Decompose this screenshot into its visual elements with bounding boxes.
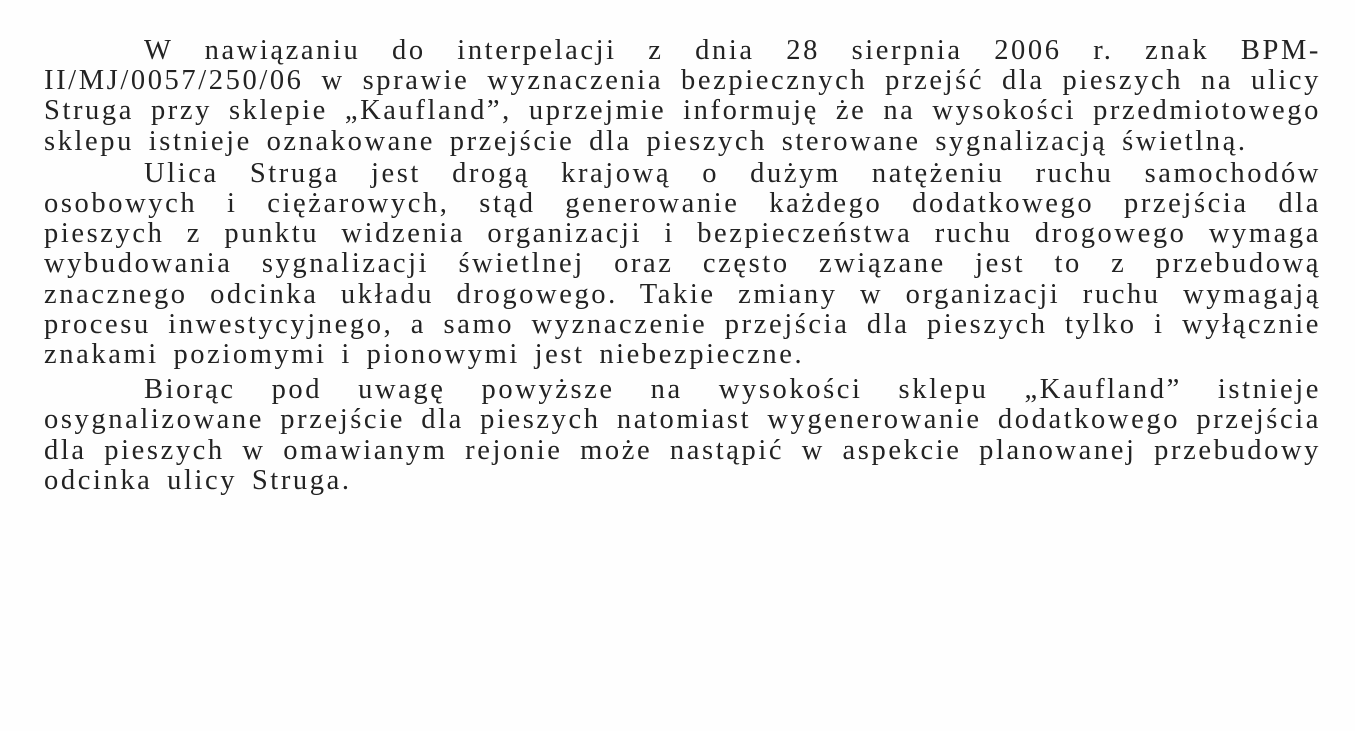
paragraph-interpelation-reply: W nawiązaniu do interpelacji z dnia 28 sierpnia 2006 r. znak BPM-II/MJ/0057/250/06 w sprawie wyznaczenia bezpiecznych przejść dla pieszych na ulicy Struga przy sklepie „Kaufland”, uprzejmie informuję że na wysokości przedmiotowego sklepu istnieje oznakowane przejście dla pieszych sterowane sygnalizacją świetlną. — [44, 35, 1321, 157]
paragraph-traffic-explanation: Ulica Struga jest drogą krajową o dużym natężeniu ruchu samochodów osobowych i ciężarowych, stąd generowanie każdego dodatkowego przejścia dla pieszych z punktu widzenia organizacji i bezpieczeństwa ruchu drogowego wymaga wybudowania sygnalizacji świetlnej oraz często związane jest to z przebudową znacznego odcinka układu drogowego. Takie zmiany w organizacji ruchu wymagają procesu inwestycyjnego, a samo wyznaczenie przejścia dla pieszych tylko i wyłącznie znakami poziomymi i pionowymi jest niebezpieczne. — [44, 157, 1321, 371]
paragraph-conclusion: Biorąc pod uwagę powyższe na wysokości sklepu „Kaufland” istnieje osygnalizowane przejście dla pieszych natomiast wygenerowanie dodatkowego przejścia dla pieszych w omawianym rejonie może nastąpić w aspekcie planowanej przebudowy odcinka ulicy Struga. — [44, 374, 1321, 496]
